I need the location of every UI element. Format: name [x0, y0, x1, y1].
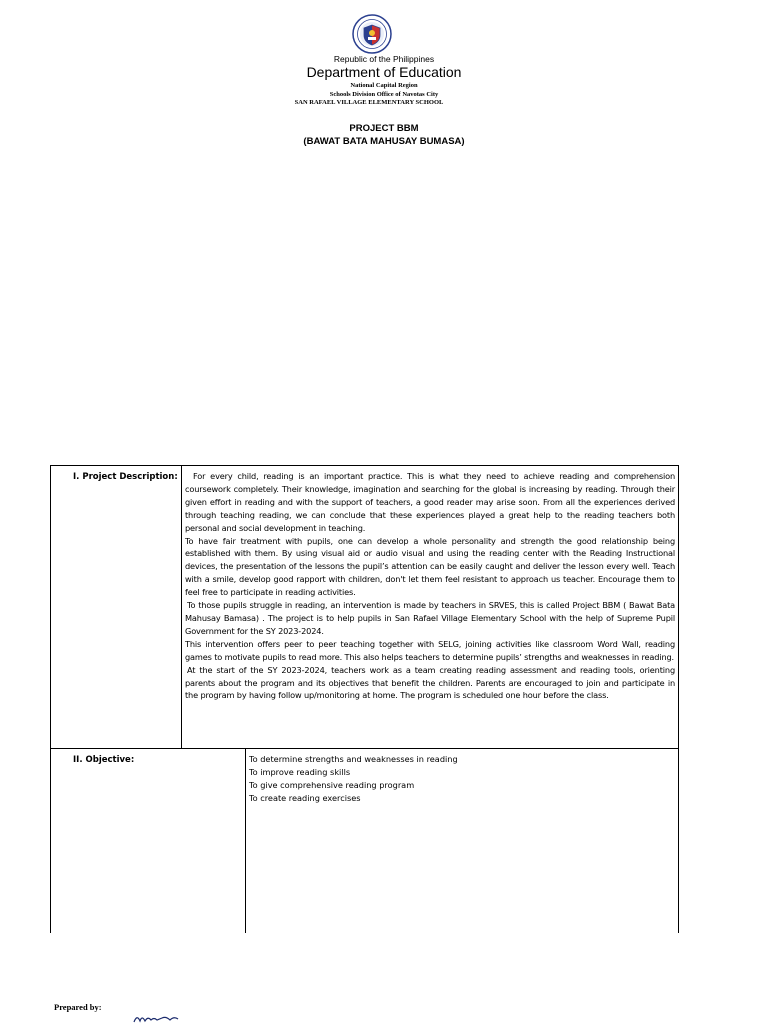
- objective-row: [50, 748, 679, 933]
- header-region: National Capital Region: [350, 82, 418, 89]
- description-label: I. Project Description:: [73, 472, 178, 482]
- objective-list: [249, 753, 458, 805]
- objective-item: To improve reading skills: [249, 766, 351, 777]
- header-division: Schools Division Office of Navotas City: [329, 91, 439, 98]
- prepared-by-label: Prepared by:: [54, 1002, 102, 1012]
- objective-item: To give comprehensive reading program: [249, 779, 415, 790]
- objective-item: To create reading exercises: [249, 792, 361, 803]
- objective-divider: [245, 749, 246, 933]
- description-paragraph: This intervention offers peer to peer teaching together with SELG, joining activities like classroom Word Wall, reading games to motivate pupils to read more. This also helps teachers to determine pupils’ strengths and weaknesses in reading.: [185, 638, 675, 662]
- objective-item: To determine strengths and weaknesses in reading: [249, 754, 458, 764]
- description-paragraph: At the start of the SY 2023-2024, teachers work as a team creating reading assessment and reading tools, orienting parents about the program and its objectives that benefit the children. Parents are encouraged to join and participate in the program by having follow up/monitoring at home. The program is scheduled one hour before the class.: [185, 664, 675, 701]
- header-republic: Republic of the Philippines: [333, 54, 435, 64]
- project-subtitle: (BAWAT BATA MAHUSAY BUMASA): [303, 136, 465, 147]
- objective-label: II. Objective:: [73, 755, 135, 765]
- deped-seal-icon: [352, 14, 392, 54]
- project-table: [50, 465, 678, 932]
- project-title: PROJECT BBM: [349, 123, 419, 134]
- description-text: [185, 470, 675, 702]
- description-paragraph: To those pupils struggle in reading, an intervention is made by teachers in SRVES, this is called Project BBM ( Bawat Bata Mahusay Bamasa) . The project is to help pupils in San Rafael Village Elementary School with the help of Supreme Pupil Government for the SY 2023-2024.: [185, 600, 675, 636]
- header-department: Department of Education: [306, 64, 462, 80]
- signature-icon: [132, 1012, 182, 1024]
- description-paragraph: To have fair treatment with pupils, one can develop a whole personality and strength the good relationship being established with them. By using visual aid or audio visual and using the reading center with the Reading Instructional devices, the presentation of the lessons the pupil’s attention can be easily caught and deliver the lesson every well. Teach with a smile, develop good rapport with children, don't let them feel resistant to approach us teacher. Encourage them to feel free to participate in reading activities.: [185, 535, 675, 598]
- description-paragraph: For every child, reading is an important practice. This is what they need to achieve reading and comprehension coursework completely. Their knowledge, imagination and searching for the global is increasing by reading. Through their given effort in reading and with the support of teachers, a good reader may arise soon. From all the experiences derived through teaching reading, we can conclude that these experiences played a great help to the reading teachers both personal and social development in teaching.: [185, 471, 675, 533]
- header-school: SAN RAFAEL VILLAGE ELEMENTARY SCHOOL: [294, 99, 444, 106]
- description-divider: [181, 466, 182, 748]
- description-row: [50, 465, 679, 749]
